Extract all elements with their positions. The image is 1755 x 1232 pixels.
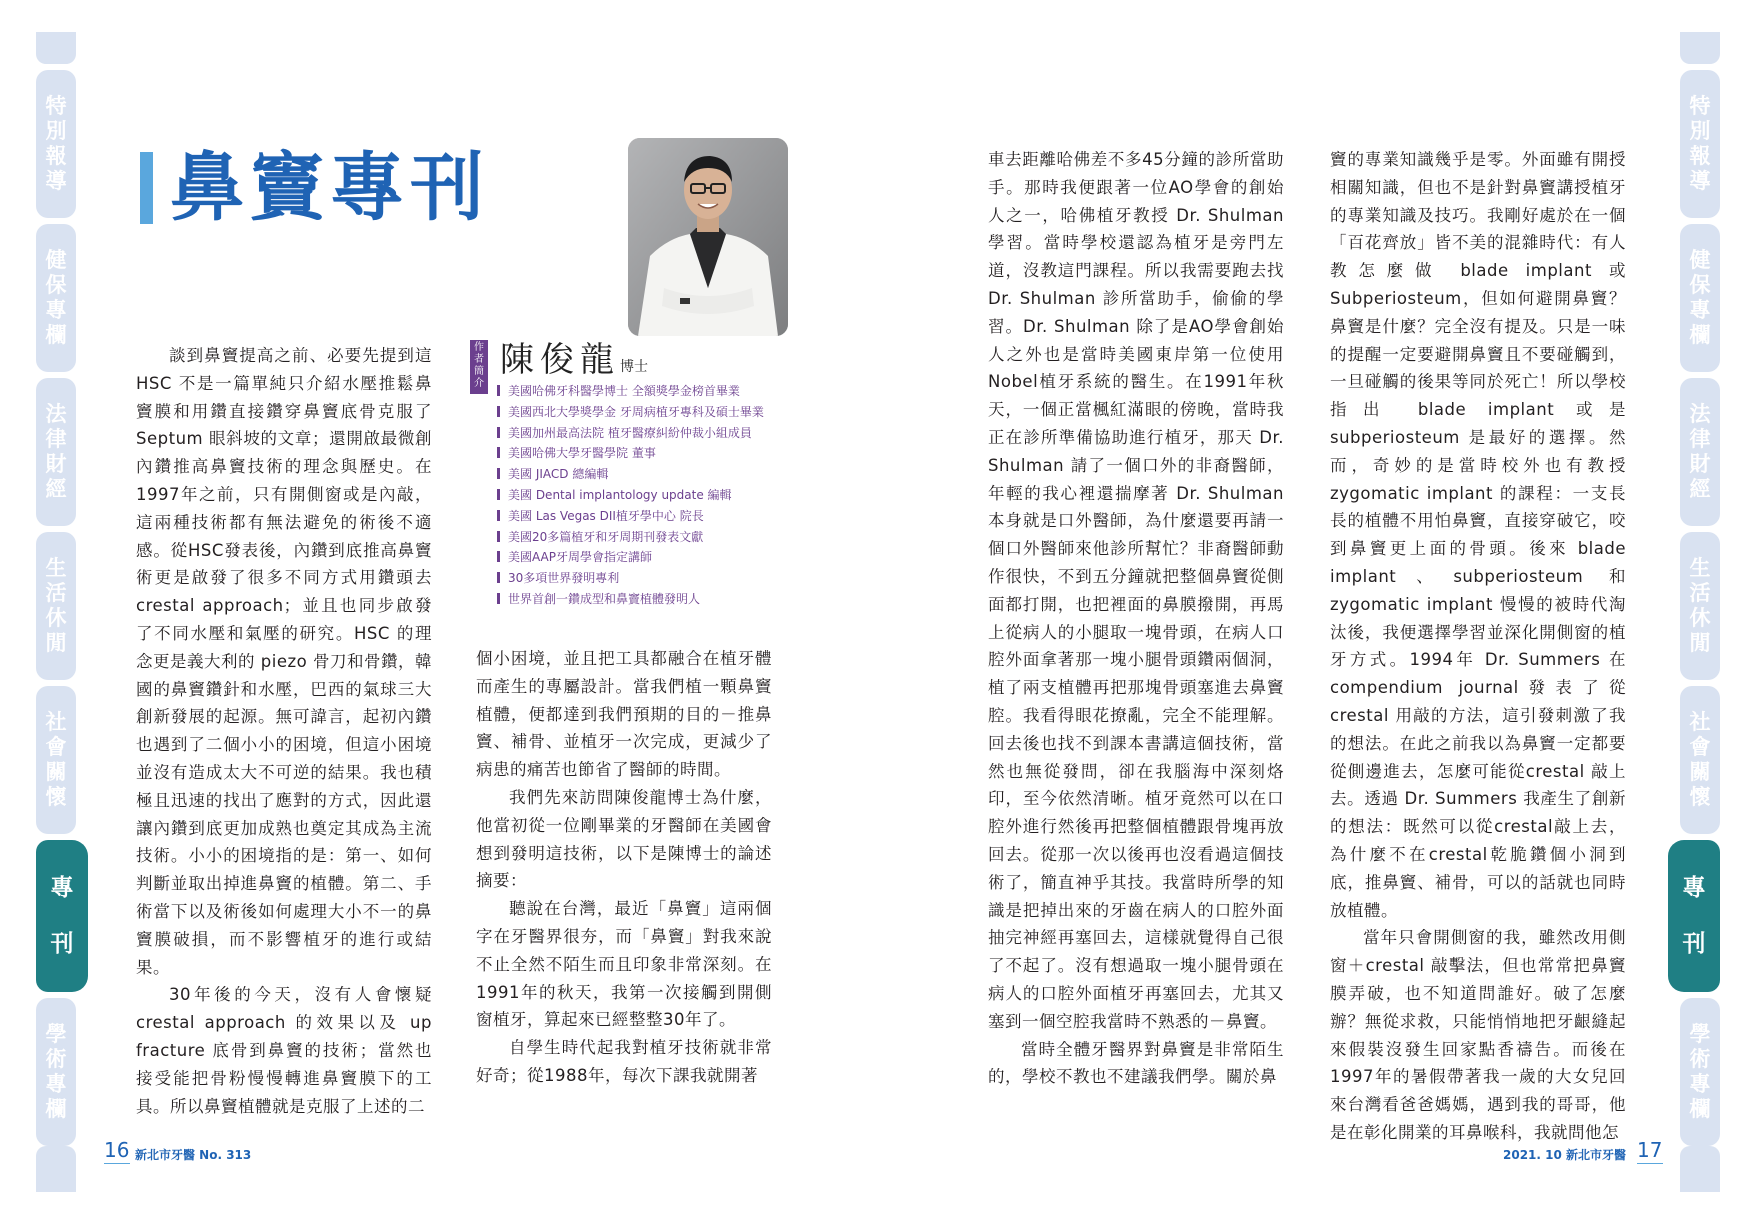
credential-item: 世界首創一鑽成型和鼻竇植體發明人 — [497, 589, 764, 610]
tab-academic[interactable] — [1680, 998, 1720, 1146]
tab-label: 社 會 關 懷 — [1689, 710, 1711, 809]
tab-social-care[interactable] — [36, 686, 76, 834]
tab-label: 特 別 報 導 — [45, 94, 67, 193]
credential-item: 美國 Las Vegas DII植牙學中心 院長 — [497, 506, 764, 527]
article-column-1 — [136, 342, 432, 1120]
paragraph: 自學生時代起我對植牙技術就非常好奇；從1988年，每次下課我就開著 — [476, 1038, 772, 1085]
author-name-text: 陳俊龍 — [500, 340, 620, 380]
paragraph: 個小困境，並且把工具都融合在植牙體而產生的專屬設計。當我們植一顆鼻竇植體，便都達到我們預期的目的－推鼻竇、補骨、並植牙一次完成，更減少了病患的痛苦也節省了醫師的時間。 — [476, 649, 772, 780]
tab-label: 健 保 專 欄 — [45, 248, 67, 347]
credential-item: 美國20多篇植牙和牙周期刊發表文獻 — [497, 527, 764, 548]
article-column-2 — [476, 645, 772, 1090]
credential-item: 美國哈佛牙科醫學博士 全額獎學金榜首畢業 — [497, 381, 764, 402]
author-portrait — [628, 138, 788, 336]
tab-label: 專 刊 — [50, 875, 74, 957]
paragraph: 聽說在台灣，最近「鼻竇」這兩個字在牙醫界很夯，而「鼻竇」對我來說不止全然不陌生而且印象非常深刻。在1991年的秋天，我第一次接觸到開側窗植牙，算起來已經整整30年了。 — [476, 899, 772, 1030]
tab-cap-top — [36, 32, 76, 64]
tab-label: 法 律 財 經 — [45, 402, 67, 501]
tab-academic[interactable] — [36, 998, 76, 1146]
author-intro-tag: 作 者 簡 介 — [470, 340, 488, 394]
tab-special-issue[interactable] — [1668, 840, 1720, 992]
tab-label: 專 刊 — [1682, 875, 1706, 957]
magazine-issue-left: 新北市牙醫 No. 313 — [135, 1148, 252, 1162]
paragraph: 當年只會開側窗的我，雖然改用側窗＋crestal 敲擊法，但也常常把鼻竇膜弄破，也不知道問誰好。破了怎麼辦？無從求救，只能悄悄地把牙齦縫起來假裝沒發生回家點香禱告。而後在1997年的暑假帶著我一歲的大女兒回來台灣看爸爸媽媽，遇到我的哥哥，他是在彰化開業的耳鼻喉科，我就問他怎 — [1330, 928, 1626, 1142]
paragraph: 30年後的今天，沒有人會懷疑 crestal approach 的效果以及 up fracture 底骨到鼻竇的技術；當然也接受能把骨粉慢慢轉進鼻竇膜下的工具。所以鼻竇植體就是克服了上述的二 — [136, 985, 432, 1116]
tab-special-report[interactable] — [1680, 70, 1720, 218]
tab-label: 社 會 關 懷 — [45, 710, 67, 809]
tab-special-report[interactable] — [36, 70, 76, 218]
tab-law-finance[interactable] — [36, 378, 76, 526]
tab-health-insurance[interactable] — [36, 224, 76, 372]
tab-cap-bottom — [1680, 1146, 1720, 1192]
tab-label: 健 保 專 欄 — [1689, 248, 1711, 347]
credential-item: 美國西北大學獎學金 牙周病植牙專科及碩士畢業 — [497, 402, 764, 423]
credential-item: 美國 Dental implantology update 編輯 — [497, 485, 764, 506]
tab-label: 特 別 報 導 — [1689, 94, 1711, 193]
author-credentials — [497, 381, 764, 610]
magazine-issue-right: 2021. 10 新北市牙醫 — [1503, 1148, 1627, 1162]
paragraph: 竇的專業知識幾乎是零。外面雖有開授相關知識，但也不是針對鼻竇講授植牙的專業知識及技巧。我剛好處於在一個「百花齊放」皆不美的混雜時代：有人教怎麼做 blade implant 或 Subperiosteum，但如何避開鼻竇？鼻竇是什麼？完全沒有提及。只是一味的提醒一定要避開鼻竇且不要碰觸到，一旦碰觸的後果等同於死亡！所以學校指出 blade implant 或是subperiosteum 是最好的選擇。然而，奇妙的是當時校外也有教授 zygomatic implant 的課程：一支長長的植體不用怕鼻竇，直接穿破它，咬到鼻竇更上面的骨頭。後來 blade implant、subperiosteum 和 zygomatic implant 慢慢的被時代淘汰後，我便選擇學習並深化開側窗的植牙方式。1994年 Dr. Summers 在 compendium journal發表了從crestal 用敲的方法，這引發刺激了我的想法。在此之前我以為鼻竇一定都要從側邊進去，怎麼可能從crestal 敲上去。透過 Dr. Summers 我產生了創新的想法：既然可以從crestal敲上去，為什麼不在crestal乾脆鑽個小洞到底，推鼻竇、補骨，可以的話就也同時放植體。 — [1330, 150, 1626, 920]
page-number-right: 17 — [1637, 1138, 1663, 1162]
tab-special-issue[interactable] — [36, 840, 88, 992]
credential-item: 美國 JIACD 總編輯 — [497, 464, 764, 485]
right-section-tabs — [1680, 32, 1720, 1192]
tab-leisure[interactable] — [36, 532, 76, 680]
paragraph: 我們先來訪問陳俊龍博士為什麼，他當初從一位剛畢業的牙醫師在美國會想到發明這技術，以下是陳博士的論述摘要： — [476, 787, 772, 891]
tab-label: 生 活 休 閒 — [1689, 556, 1711, 655]
article-column-3 — [988, 146, 1284, 1091]
tab-social-care[interactable] — [1680, 686, 1720, 834]
tab-label: 學 術 專 欄 — [1689, 1022, 1711, 1121]
tab-leisure[interactable] — [1680, 532, 1720, 680]
tab-cap-top — [1680, 32, 1720, 64]
credential-item: 美國AAP牙周學會指定講師 — [497, 547, 764, 568]
footer-rule-right — [1637, 1163, 1663, 1164]
footer-rule-left — [104, 1163, 130, 1164]
credential-item: 美國加州最高法院 植牙醫療糾紛仲裁小組成員 — [497, 423, 764, 444]
tab-law-finance[interactable] — [1680, 378, 1720, 526]
tab-label: 法 律 財 經 — [1689, 402, 1711, 501]
tab-health-insurance[interactable] — [1680, 224, 1720, 372]
author-name — [500, 332, 648, 381]
author-title-suffix: 博士 — [620, 359, 648, 375]
tab-label: 生 活 休 閒 — [45, 556, 67, 655]
tab-cap-bottom — [36, 1146, 76, 1192]
article-column-4 — [1330, 146, 1626, 1147]
credential-item: 30多項世界發明專利 — [497, 568, 764, 589]
paragraph: 談到鼻竇提高之前、必要先提到這HSC 不是一篇單純只介紹水壓推鬆鼻竇膜和用鑽直接鑽穿鼻竇底骨克服了Septum 眼斜坡的文章；還開啟最微創內鑽推高鼻竇技術的理念與歷史。在1997年之前，只有開側窗或是內敲，這兩種技術都有無法避免的術後不適感。從HSC發表後，內鑽到底推高鼻竇術更是啟發了很多不同方式用鑽頭去 crestal approach；並且也同步啟發了不同水壓和氣壓的研究。HSC 的理念更是義大利的 piezo 骨刀和骨鑽，韓國的鼻竇鑽針和水壓，巴西的氣球三大創新發展的起源。無可諱言，起初內鑽也遇到了二個小小的困境，但這小困境並沒有造成太大不可逆的結果。我也積極且迅速的找出了應對的方式，因此還讓內鑽到底更加成熟也奠定其成為主流技術。小小的困境指的是：第一、如何判斷並取出掉進鼻竇的植體。第二、手術當下以及術後如何處理大小不一的鼻竇膜破損，而不影響植牙的進行或結果。 — [136, 346, 432, 977]
page-number-left: 16 — [104, 1138, 130, 1162]
left-section-tabs — [36, 32, 76, 1192]
paragraph: 車去距離哈佛差不多45分鐘的診所當助手。那時我便跟著一位AO學會的創始人之一，哈佛植牙教授 Dr. Shulman 學習。當時學校還認為植牙是旁門左道，沒教這門課程。所以我需要跑去找 Dr. Shulman 診所當助手，偷偷的學習。Dr. Shulman 除了是AO學會創始人之外也是當時美國東岸第一位使用Nobel植牙系統的醫生。在1991年秋天，一個正當楓紅滿眼的傍晚，當時我正在診所準備協助進行植牙，那天 Dr. Shulman 請了一個口外的非裔醫師，年輕的我心裡還揣摩著 Dr. Shulman 本身就是口外醫師，為什麼還要再請一個口外醫師來他診所幫忙？非裔醫師動作很快，不到五分鐘就把整個鼻竇從側面都打開，也把裡面的鼻膜撥開，再馬上從病人的小腿取一塊骨頭，在病人口腔外面拿著那一塊小腿骨頭鑽兩個洞，植了兩支植體再把那塊骨頭塞進去鼻竇腔。我看得眼花撩亂，完全不能理解。回去後也找不到課本書講這個技術，當然也無從發問，卻在我腦海中深刻烙印，至今依然清晰。植牙竟然可以在口腔外進行然後再把整個植體跟骨塊再放回去。從那一次以後再也沒看過這個技術了，簡直神乎其技。我當時所學的知識是把掉出來的牙齒在病人的口腔外面抽完神經再塞回去，這樣就覺得自己很了不起了。沒有想過取一塊小腿骨頭在病人的口腔外面植牙再塞回去，尤其又塞到一個空腔我當時不熟悉的－鼻竇。 — [988, 150, 1284, 1031]
paragraph: 當時全體牙醫界對鼻竇是非常陌生的，學校不教也不建議我們學。關於鼻 — [988, 1039, 1284, 1087]
credential-item: 美國哈佛大學牙醫學院 董事 — [497, 443, 764, 464]
tab-label: 學 術 專 欄 — [45, 1022, 67, 1121]
page-title: 鼻竇專刊 — [170, 145, 490, 231]
portrait-illustration — [628, 138, 788, 336]
title-accent-bar — [140, 152, 153, 224]
